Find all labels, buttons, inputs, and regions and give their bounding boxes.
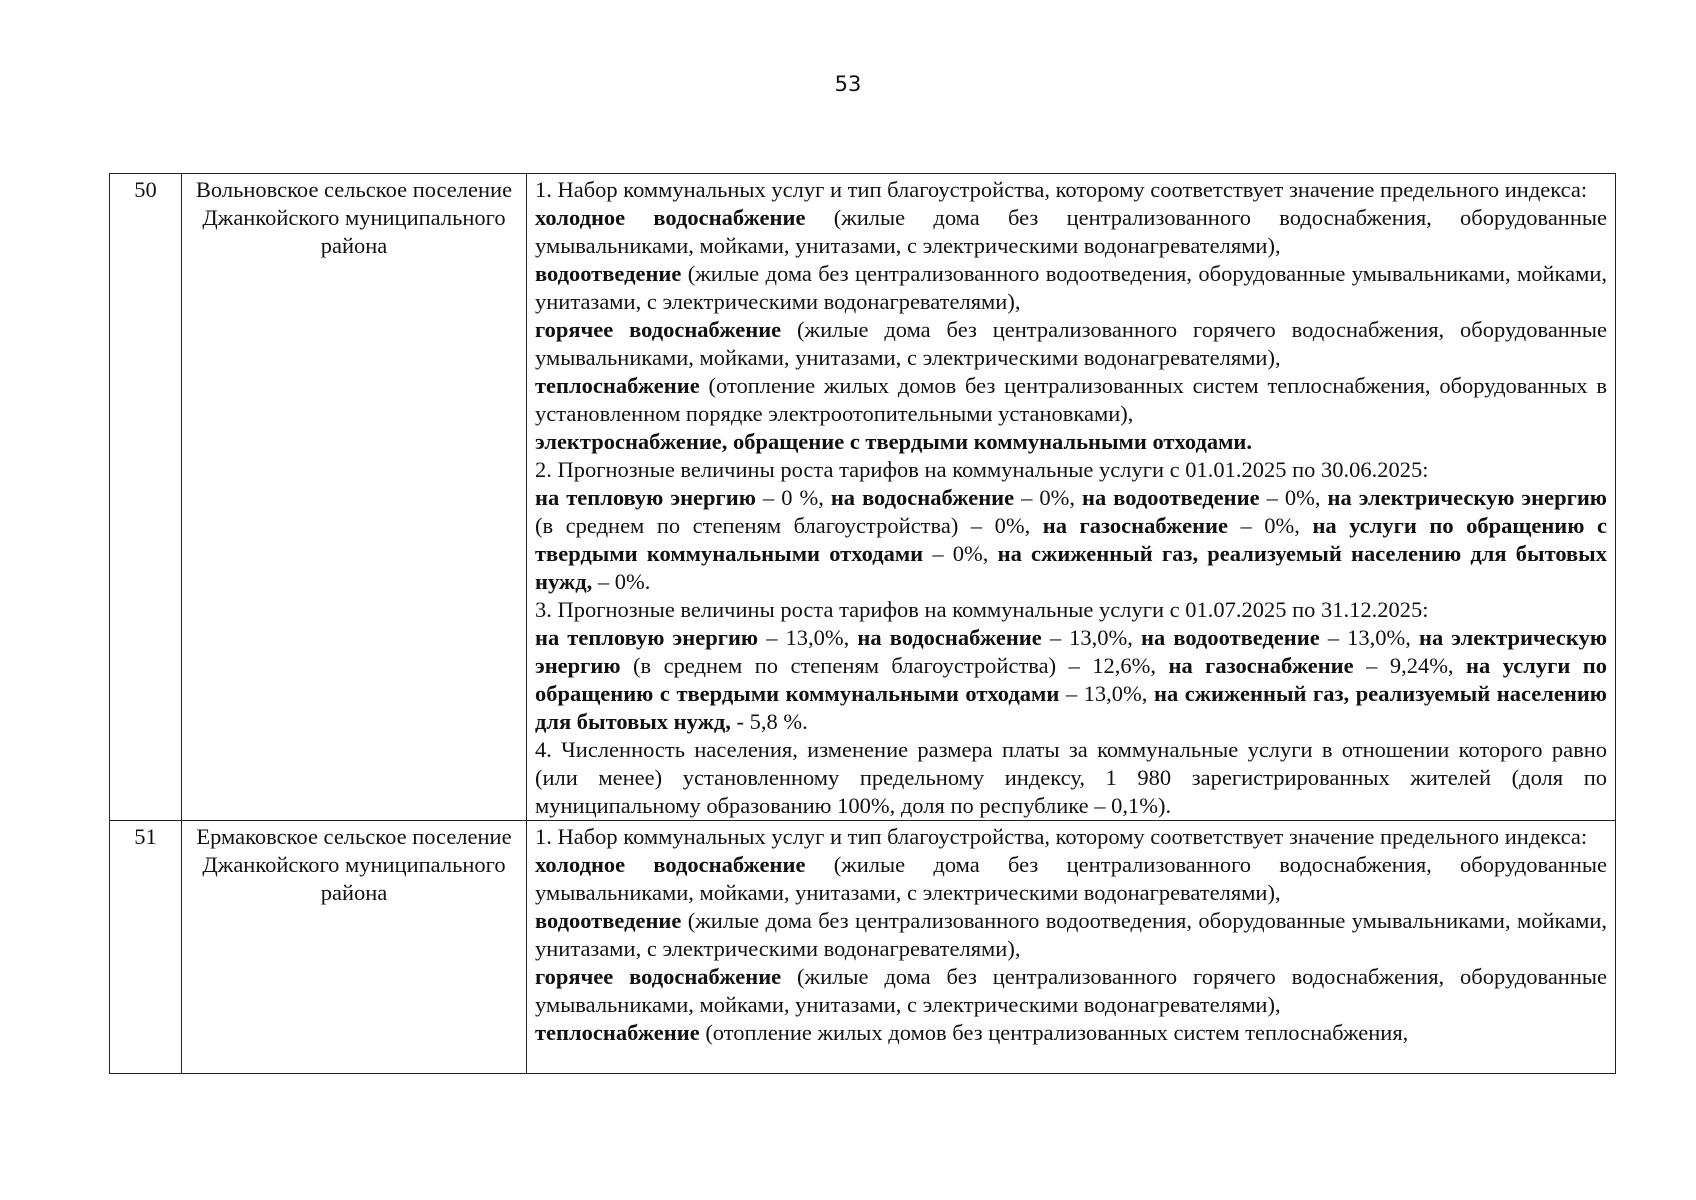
tariff-table	[109, 173, 1616, 1074]
services-intro: 1. Набор коммунальных услуг и тип благоустройства, которому соответствует значение предельного индекса:	[535, 824, 1588, 849]
tariff-description	[527, 174, 1616, 821]
row-number: 50	[110, 174, 182, 821]
hot-water-item: горячее водоснабжение (жилые дома без централизованного горячего водоснабжения, оборудованные умывальниками, мойками, унитазами, с электрическими водонагревателями),	[535, 964, 1607, 1017]
electricity-item: электроснабжение, обращение с твердыми коммунальными отходами.	[535, 429, 1253, 454]
sewerage-item: водоотведение (жилые дома без централизованного водоотведения, оборудованные умывальниками, мойками, унитазами, с электрическими водонагревателями),	[535, 261, 1607, 314]
row-number: 51	[110, 821, 182, 1074]
forecast-h2-intro: 3. Прогнозные величины роста тарифов на коммунальные услуги с 01.07.2025 по 31.12.2025:	[535, 597, 1429, 622]
sewerage-item: водоотведение (жилые дома без централизованного водоотведения, оборудованные умывальниками, мойками, унитазами, с электрическими водонагревателями),	[535, 908, 1607, 961]
heating-item: теплоснабжение (отопление жилых домов без централизованных систем теплоснабжения,	[535, 1020, 1409, 1045]
municipality-name: Ермаковское сельское поселение Джанкойского муниципального района	[182, 821, 527, 1074]
tariff-description	[527, 821, 1616, 1074]
forecast-h2-values: на тепловую энергию – 13,0%, на водоснабжение – 13,0%, на водоотведение – 13,0%, на электрическую энергию (в среднем по степеням благоустройства) – 12,6%, на газоснабжение – 9,24%, на услуги по обращению с твердыми коммунальными отходами – 13,0%, на сжиженный газ, реализуемый населению для бытовых нужд, - 5,8 %.	[535, 625, 1608, 734]
population-info: 4. Численность населения, изменение размера платы за коммунальные услуги в отношении которого равно (или менее) установленному предельному индексу, 1 980 зарегистрированных жителей (доля по муниципальному образованию 100%, доля по республике – 0,1%).	[535, 737, 1607, 818]
hot-water-item: горячее водоснабжение (жилые дома без централизованного горячего водоснабжения, оборудованные умывальниками, мойками, унитазами, с электрическими водонагревателями),	[535, 317, 1607, 370]
forecast-h1-intro: 2. Прогнозные величины роста тарифов на коммунальные услуги с 01.01.2025 по 30.06.2025:	[535, 457, 1429, 482]
page-number: 53	[834, 72, 862, 96]
table-row	[110, 174, 1616, 821]
municipality-name: Вольновское сельское поселение Джанкойского муниципального района	[182, 174, 527, 821]
cold-water-item: холодное водоснабжение (жилые дома без централизованного водоснабжения, оборудованные умывальниками, мойками, унитазами, с электрическими водонагревателями),	[535, 852, 1607, 905]
table-row	[110, 821, 1616, 1074]
heating-item: теплоснабжение (отопление жилых домов без централизованных систем теплоснабжения, оборудованных в установленном порядке электроотопительными установками),	[535, 373, 1607, 426]
cold-water-item: холодное водоснабжение (жилые дома без централизованного водоснабжения, оборудованные умывальниками, мойками, унитазами, с электрическими водонагревателями),	[535, 205, 1607, 258]
forecast-h1-values: на тепловую энергию – 0 %, на водоснабжение – 0%, на водоотведение – 0%, на электрическую энергию (в среднем по степеням благоустройства) – 0%, на газоснабжение – 0%, на услуги по обращению с твердыми коммунальными отходами – 0%, на сжиженный газ, реализуемый населению для бытовых нужд, – 0%.	[535, 485, 1608, 594]
services-intro: 1. Набор коммунальных услуг и тип благоустройства, которому соответствует значение предельного индекса:	[535, 177, 1588, 202]
